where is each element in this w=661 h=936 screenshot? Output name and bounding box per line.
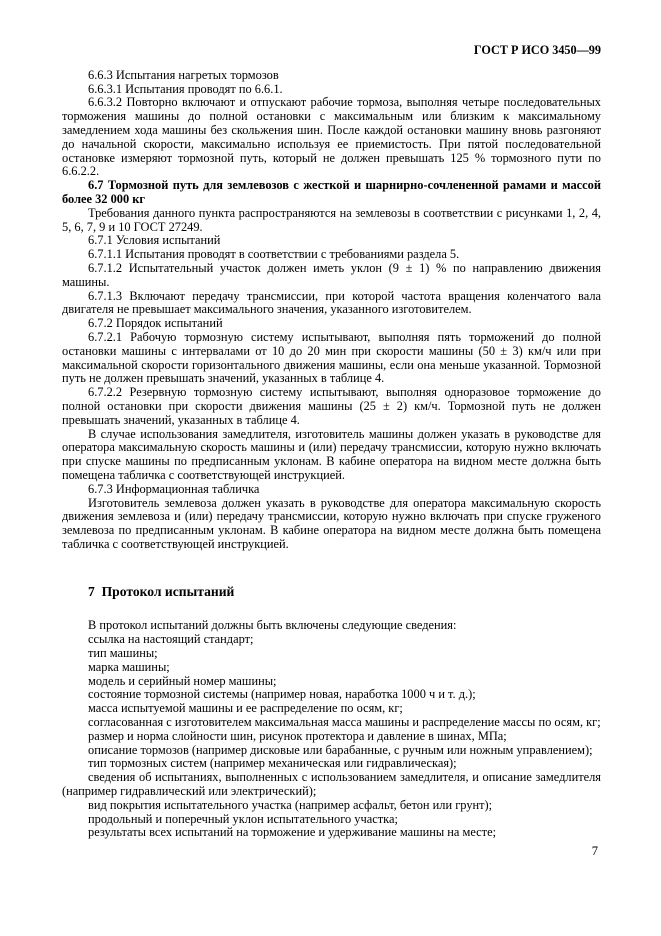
paragraph: 6.7.2.1 Рабочую тормозную систему испытывают, выполняя пять торможений до полной остановки машины с интервалами от 10 до 20 мин при скорости машины (50 ± 3) км/ч или при максимальной скорости горизонтального движения машины, если она меньше указанной. Тормозной путь не должен превышать значений, указанных в таблице 4. [62,329,601,386]
paragraph: сведения об испытаниях, выполненных с использованием замедлителя, и описание замедлителя (например гидравлический или электрический); [62,770,601,799]
paragraph: 6.7.1 Условия испытаний [88,233,221,248]
document-body [62,69,601,840]
page-number: 7 [591,844,598,858]
standard-reference: ГОСТ Р ИСО 3450—99 [473,43,601,57]
paragraph: 6.6.3.1 Испытания проводят по 6.6.1. [88,81,283,96]
paragraph: 6.7.3 Информационная табличка [88,481,260,496]
paragraph: вид покрытия испытательного участка (например асфальт, бетон или грунт); [88,797,493,812]
paragraph: 6.7.1.3 Включают передачу трансмиссии, при которой частота вращения коленчатого вала двигателя не превышает максимального значения, указанного изготовителем. [62,288,601,317]
paragraph: марка машины; [88,659,170,674]
paragraph: Требования данного пункта распространяются на землевозы в соответствии с рисунками 1, 2, 4, 5, 6, 7, 9 и 10 ГОСТ 27249. [62,205,601,234]
paragraph: описание тормозов (например дисковые или барабанные, с ручным или ножным управлением); [88,742,593,757]
paragraph: тип тормозных систем (например механическая или гидравлическая); [88,756,457,771]
paragraph: В протокол испытаний должны быть включены следующие сведения: [88,618,457,633]
paragraph: 6.6.3.2 Повторно включают и отпускают рабочие тормоза, выполняя четыре последовательных торможения машины до полной остановки с максимальным или близким к максимальному замедлением хода машины без скольжения шин. После каждой остановки машину вновь разгоняют до начальной скорости, максимально используя ее приемистость. При пятой последовательной остановке измеряют тормозной путь, который не должен превышать 125 % тормозного пути по 6.6.2.2. [62,95,601,179]
paragraph: 6.7.1.1 Испытания проводят в соответствии с требованиями раздела 5. [88,247,460,262]
paragraph: 6.7.1.2 Испытательный участок должен иметь уклон (9 ± 1) % по направлению движения машины. [62,260,601,289]
paragraph: Изготовитель землевоза должен указать в руководстве для оператора максимальную скорость движения землевоза и (или) передачу трансмиссии, которую нужно включать при спуске груженого землевоза по предписанным уклонам. В кабине оператора на видном месте должна быть помещена табличка с соответствующей инструкцией. [62,495,601,551]
paragraph: продольный и поперечный уклон испытательного участка; [88,811,398,826]
paragraph: результаты всех испытаний на торможение и удерживание машины на месте; [88,825,497,840]
paragraph: В случае использования замедлителя, изготовитель машины должен указать в руководстве для оператора максимальную скорость машины и (или) передачу трансмиссии, которую нужно включать при спуске машины по предписанным уклонам. В кабине оператора на видном месте должна быть помещена табличка с соответствующей инструкцией. [62,426,601,482]
paragraph: согласованная с изготовителем максимальная масса машины и распределение массы по осям, кг; [88,715,601,730]
paragraph: масса испытуемой машины и ее распределение по осям, кг; [88,701,403,716]
paragraph: 6.7.2 Порядок испытаний [88,316,223,331]
paragraph: тип машины; [88,646,158,661]
paragraph: ссылка на настоящий стандарт; [88,632,254,647]
paragraph: 6.7.2.2 Резервную тормозную систему испытывают, выполняя одноразовое торможение до полной остановки при скорости движения машины (25 ± 2) км/ч. Тормозной путь не должен превышать значений, указанных в таблице 4. [62,385,601,427]
paragraph: состояние тормозной системы (например новая, наработка 1000 ч и т. д.); [88,687,476,702]
paragraph: размер и норма слойности шин, рисунок протектора и давление в шинах, МПа; [88,728,507,743]
paragraph: модель и серийный номер машины; [88,673,277,688]
section-heading: 7 Протокол испытаний [88,583,235,599]
paragraph: 6.7 Тормозной путь для землевозов с жесткой и шарнирно-сочлененной рамами и массой более 32 000 кг [62,178,601,206]
paragraph: 6.6.3 Испытания нагретых тормозов [88,67,279,82]
